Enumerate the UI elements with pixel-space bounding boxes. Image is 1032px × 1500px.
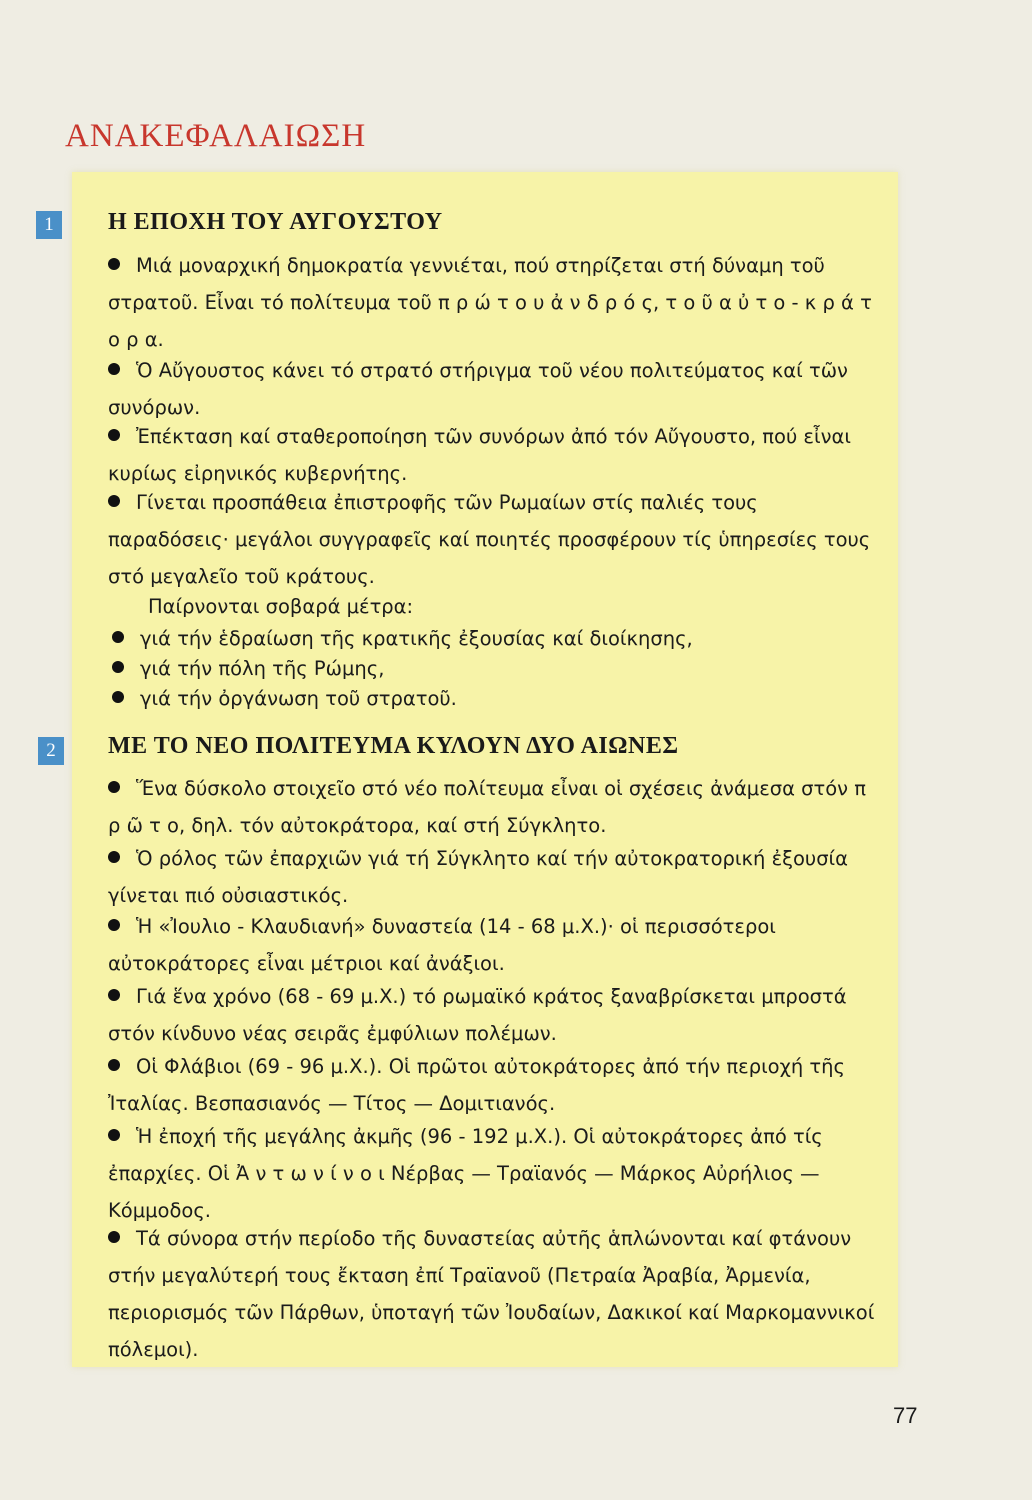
list-item: Γιά ἕνα χρόνο (68 - 69 μ.Χ.) τό ρωμαϊκό κράτος ξαναβρίσκεται μπροστά στόν κίνδυνο νέας σειρᾶς ἐμφύλιων πολέμων. [108, 985, 847, 1045]
page-number: 77 [893, 1403, 918, 1428]
bullet-icon [108, 258, 120, 270]
list-item: Τά σύνορα στήν περίοδο τῆς δυναστείας αὐτῆς ἁπλώνονται καί φτάνουν στήν μεγαλύτερή τους ἔκταση ἐπί Τραϊανοῦ (Πετραία Ἀραβία, Ἀρμενία, περιορισμός τῶν Πάρθων, ὑποταγή τῶν Ἰουδαίων, Δακικοί καί Μαρκομαννικοί πόλεμοι). [108, 1227, 875, 1361]
list-item: Ἕνα δύσκολο στοιχεῖο στό νέο πολίτευμα εἶναι οἱ σχέσεις ἀνάμεσα στόν π ρ ῶ τ ο, δηλ. τόν αὐτοκράτορα, καί στή Σύγκλητο. [108, 777, 867, 837]
list-item: Οἱ Φλάβιοι (69 - 96 μ.Χ.). Οἱ πρῶτοι αὐτοκράτορες ἀπό τήν περιοχή τῆς Ἰταλίας. Βεσπασιανός — Τίτος — Δομιτιανός. [108, 1055, 845, 1115]
bullet-icon [108, 781, 120, 793]
list-item: Ὁ ρόλος τῶν ἐπαρχιῶν γιά τή Σύγκλητο καί τήν αὐτοκρατορική ἐξουσία γίνεται πιό οὐσιαστικός. [108, 847, 849, 907]
section-1-heading: Η ΕΠΟΧΗ ΤΟΥ ΑΥΓΟΥΣΤΟΥ [108, 209, 443, 235]
section-1-badge: 1 [36, 211, 62, 239]
bullet-icon [108, 1231, 120, 1243]
bullet-icon [108, 919, 120, 931]
bullet-icon [108, 429, 120, 441]
list-item: Μιά μοναρχική δημοκρατία γεννιέται, πού στηρίζεται στή δύναμη τοῦ στρατοῦ. Εἶναι τό πολίτευμα τοῦ π ρ ώ τ ο υ ἀ ν δ ρ ό ς, τ ο ῦ α ὐ τ ο - κ ρ ά τ ο ρ α. [108, 254, 872, 351]
bullet-icon [112, 631, 124, 643]
list-item: Ἐπέκταση καί σταθεροποίηση τῶν συνόρων ἀπό τόν Αὔγουστο, πού εἶναι κυρίως εἰρηνικός κυβερνήτης. [108, 425, 851, 485]
bullet-icon [108, 363, 120, 375]
bullet-icon [108, 495, 120, 507]
list-item: γιά τήν ἑδραίωση τῆς κρατικῆς ἐξουσίας καί διοίκησης, [112, 622, 693, 656]
list-item: Ἡ «Ἰουλιο - Κλαυδιανή» δυναστεία (14 - 68 μ.Χ.)· οἱ περισσότεροι αὐτοκράτορες εἶναι μέτριοι καί ἀνάξιοι. [108, 915, 776, 975]
section-2-heading: ΜΕ ΤΟ ΝΕΟ ΠΟΛΙΤΕΥΜΑ ΚΥΛΟΥΝ ΔΥΟ ΑΙΩΝΕΣ [108, 733, 679, 759]
section-2-badge: 2 [38, 737, 64, 765]
list-item: Ἡ ἐποχή τῆς μεγάλης ἀκμῆς (96 - 192 μ.Χ.). Οἱ αὐτοκράτορες ἀπό τίς ἐπαρχίες. Οἱ Ἀ ν τ ω ν ί ν ο ι Νέρβας — Τραϊανός — Μάρκος Αὐρήλιος — Κόμμοδος. [108, 1125, 823, 1222]
measures-intro: Παίρνονται σοβαρά μέτρα: [148, 595, 414, 618]
page-title: ΑΝΑΚΕΦΑΛΑΙΩΣΗ [65, 118, 367, 154]
bullet-icon [112, 661, 124, 673]
list-item: γιά τήν πόλη τῆς Ρώμης, [112, 652, 384, 686]
list-item: γιά τήν ὀργάνωση τοῦ στρατοῦ. [112, 682, 457, 716]
bullet-icon [108, 851, 120, 863]
list-item: Ὁ Αὔγουστος κάνει τό στρατό στήριγμα τοῦ νέου πολιτεύματος καί τῶν συνόρων. [108, 359, 848, 419]
bullet-icon [112, 691, 124, 703]
list-item: Γίνεται προσπάθεια ἐπιστροφῆς τῶν Ρωμαίων στίς παλιές τους παραδόσεις· μεγάλοι συγγραφεῖς καί ποιητές προσφέρουν τίς ὑπηρεσίες τους στό μεγαλεῖο τοῦ κράτους. [108, 491, 871, 588]
bullet-icon [108, 1129, 120, 1141]
bullet-icon [108, 989, 120, 1001]
bullet-icon [108, 1059, 120, 1071]
